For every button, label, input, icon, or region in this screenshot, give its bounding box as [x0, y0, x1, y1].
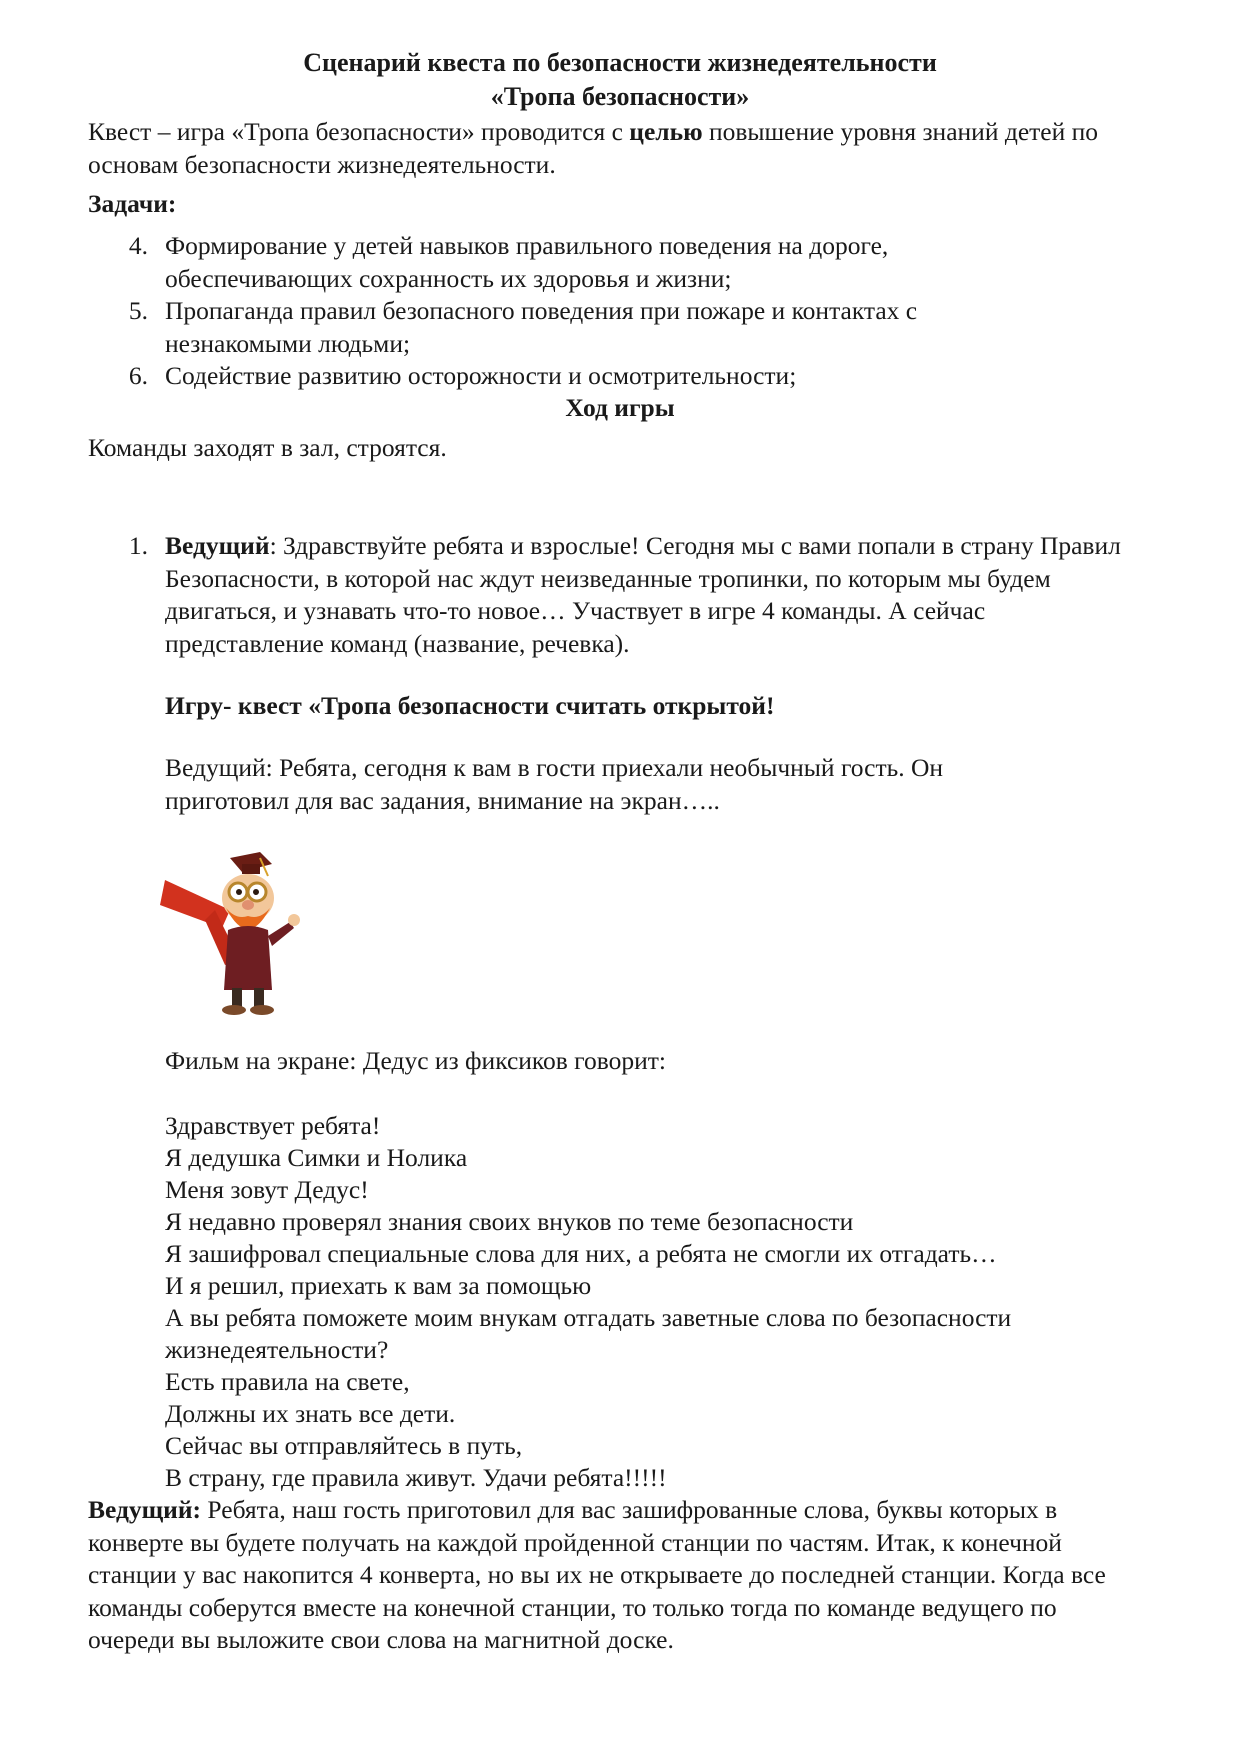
speech-line: Есть правила на свете, — [165, 1367, 410, 1396]
task-number: 6. — [128, 361, 148, 390]
task-item-text: Содействие развитию осторожности и осмотрительности; — [165, 361, 797, 390]
document-title-line-1: Сценарий квеста по безопасности жизнедеятельности — [303, 48, 937, 77]
step1-text: : Здравствуйте ребята и взрослые! Сегодня мы с вами попали в страну Правил Безопасности, в которой нас ждут неизведанные тропинки, по которым мы будем двигаться, и узнавать что-то новое… Участвует в игре 4 команды. А сейчас представление команд (название, речевка). — [165, 531, 1121, 658]
speech-line: Я недавно проверял знания своих внуков по теме безопасности — [165, 1207, 854, 1236]
quest-opening-line: Игру- квест «Тропа безопасности считать открытой! — [165, 691, 775, 720]
document-title-line-2: «Тропа безопасности» — [490, 82, 750, 111]
tasks-heading: Задачи: — [88, 189, 177, 218]
speech-line: Я дедушка Симки и Нолика — [165, 1143, 468, 1172]
game-heading: Ход игры — [565, 393, 675, 422]
step1-speaker: Ведущий — [165, 531, 270, 560]
intro-paragraph — [88, 116, 1148, 181]
film-caption: Фильм на экране: Дедус из фиксиков говорит: — [165, 1046, 666, 1075]
task-number: 5. — [128, 296, 148, 325]
task-item-text: Пропаганда правил безопасного поведения при пожаре и контактах с незнакомыми людьми; — [165, 296, 918, 358]
intro-bold-goal: целью — [629, 117, 703, 146]
speech-line: И я решил, приехать к вам за помощью — [165, 1271, 592, 1300]
task-item-text: Формирование у детей навыков правильного поведения на дороге, обеспечивающих сохранность их здоровья и жизни; — [165, 231, 889, 293]
teams-enter-text: Команды заходят в зал, строятся. — [88, 433, 447, 462]
speech-line: Сейчас вы отправляйтесь в путь, — [165, 1431, 523, 1460]
speech-line: Меня зовут Дедус! — [165, 1175, 369, 1204]
final-speaker: Ведущий: — [88, 1495, 202, 1524]
guest-intro-text: Ведущий: Ребята, сегодня к вам в гости приехали необычный гость. Он приготовил для вас задания, внимание на экран….. — [165, 753, 944, 815]
speech-line: Я зашифровал специальные слова для них, а ребята не смогли их отгадать… — [165, 1239, 997, 1268]
step1-paragraph — [165, 530, 1140, 660]
speech-line: Должны их знать все дети. — [165, 1399, 456, 1428]
dedus-illustration — [160, 850, 310, 1020]
final-host-paragraph — [88, 1494, 1148, 1657]
speech-line: жизнедеятельности? — [165, 1335, 389, 1364]
step-number: 1. — [128, 531, 148, 560]
speech-line: Здравствует ребята! — [165, 1111, 381, 1140]
final-text: Ребята, наш гость приготовил для вас зашифрованные слова, буквы которых в конверте вы будете получать на каждой пройденной станции по частям. Итак, к конечной станции у вас накопится 4 конверта, но вы их не открываете до последней станции. Когда все команды соберутся вместе на конечной станции, то только тогда по команде ведущего по очереди вы выложите свои слова на магнитной доске. — [88, 1495, 1106, 1654]
intro-text-start: Квест – игра «Тропа безопасности» проводится с — [88, 117, 630, 146]
dedus-character-image — [160, 850, 310, 1020]
speech-line: В страну, где правила живут. Удачи ребята!!!!! — [165, 1463, 667, 1492]
task-number: 4. — [128, 231, 148, 260]
speech-line: А вы ребята поможете моим внукам отгадать заветные слова по безопасности — [165, 1303, 1012, 1332]
intro-text-end: повышение уровня знаний детей по основам безопасности жизнедеятельности. — [88, 117, 1099, 179]
